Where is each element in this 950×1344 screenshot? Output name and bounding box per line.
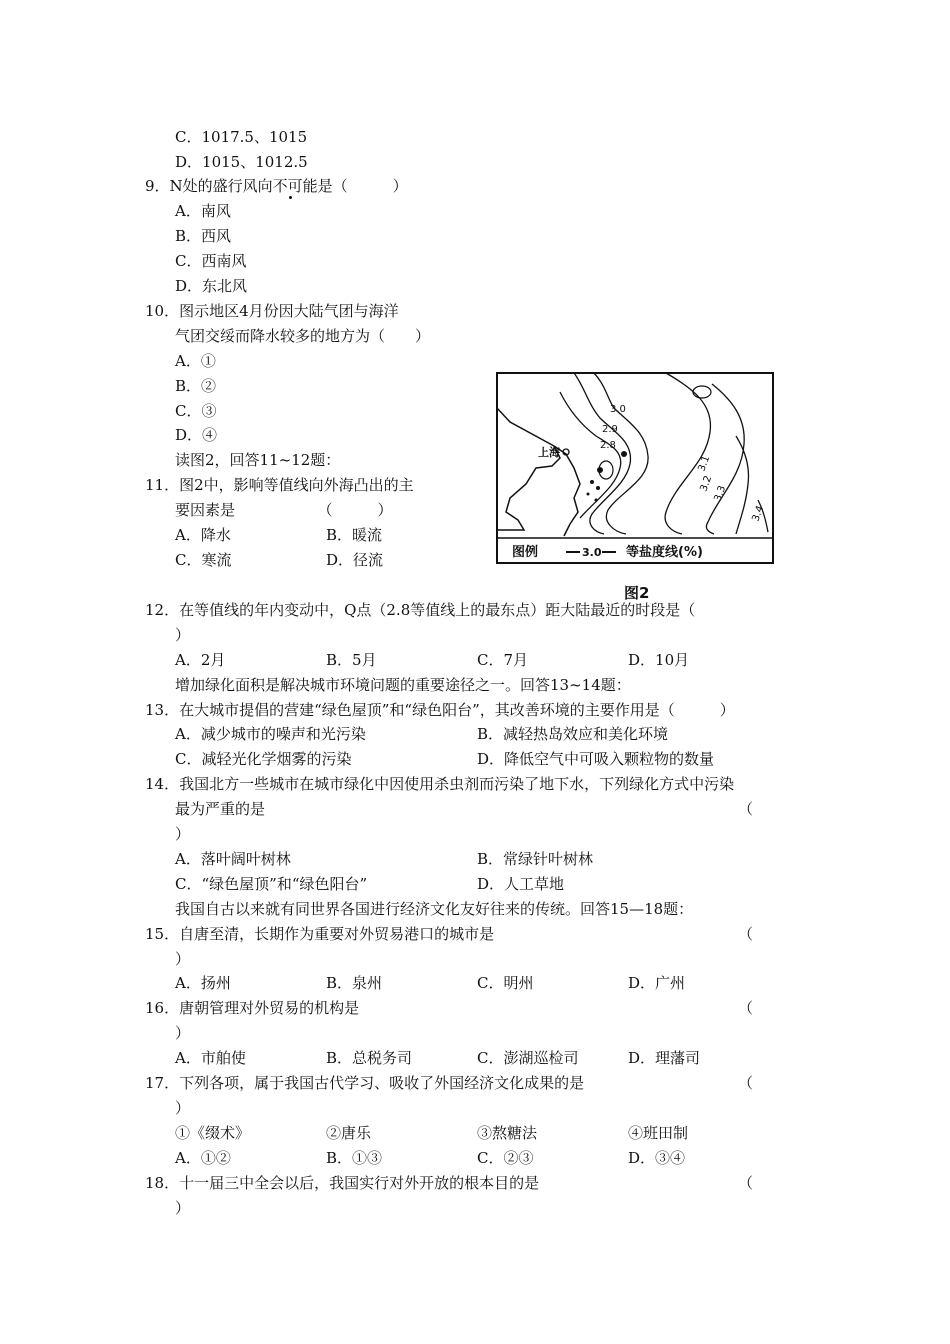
text-line: ） — [175, 626, 191, 644]
text-line: C．“绿色屋顶”和“绿色阳台” — [175, 875, 368, 893]
text-line: A．2月 — [175, 651, 226, 669]
contour-label: 2.9 — [602, 424, 618, 435]
text-line: （ — [738, 999, 754, 1017]
text-line: ④班田制 — [628, 1124, 689, 1142]
text-line: C．澎湖巡检司 — [477, 1049, 579, 1067]
text-line: B．5月 — [326, 651, 377, 669]
text-line: B．西风 — [175, 227, 232, 245]
island — [596, 486, 600, 490]
text-line: 9．N处的盛行风向不可能是（ ） — [145, 177, 408, 195]
text-line: B．泉州 — [326, 974, 383, 992]
text-line: C．7月 — [477, 651, 529, 669]
text-line: ） — [175, 825, 191, 843]
text-line: B．常绿针叶树林 — [477, 850, 594, 868]
island — [597, 467, 603, 473]
text-line: A．市舶使 — [175, 1049, 246, 1067]
text-line: D．降低空气中可吸入颗粒物的数量 — [477, 750, 715, 768]
text-line: ） — [175, 1024, 191, 1042]
salinity-map-figure — [496, 372, 774, 564]
contour-label: 3.1 — [696, 454, 713, 474]
text-line: C．②③ — [477, 1149, 534, 1167]
text-line: B．② — [175, 377, 217, 395]
text-line: C．寒流 — [175, 551, 232, 569]
text-line: C．西南风 — [175, 252, 247, 270]
contour-label: 3.3 — [712, 484, 729, 504]
text-line: D．东北风 — [175, 277, 248, 295]
text-line: D．广州 — [628, 974, 686, 992]
text-line: 最为严重的是 — [175, 800, 266, 818]
city-label: 上海 — [538, 446, 560, 459]
text-line: 增加绿化面积是解决城市环境问题的重要途径之一。回答13~14题： — [175, 676, 631, 694]
text-line: C．明州 — [477, 974, 534, 992]
text-line: A．减少城市的噪声和光污染 — [175, 725, 366, 743]
text-line: 12．在等值线的年内变动中，Q点（2.8等值线上的最东点）距大陆最近的时段是（ — [145, 601, 696, 619]
text-line: ） — [175, 1199, 191, 1217]
text-line: ） — [175, 950, 191, 968]
text-line: 我国自古以来就有同世界各国进行经济文化友好往来的传统。回答15—18题： — [175, 900, 694, 918]
text-line: ） — [175, 1099, 191, 1117]
text-line: A．①② — [175, 1149, 231, 1167]
text-line: （ — [738, 1074, 754, 1092]
text-line: C．③ — [175, 402, 217, 420]
text-line: 13．在大城市提倡的营建“绿色屋顶”和“绿色阳台”，其改善环境的主要作用是（ ） — [145, 701, 735, 719]
text-line: C．减轻光化学烟雾的污染 — [175, 750, 352, 768]
text-line: 16．唐朝管理对外贸易的机构是 — [145, 999, 360, 1017]
emphasis-dot — [289, 196, 292, 199]
text-line: A．扬州 — [175, 974, 231, 992]
text-line: 10．图示地区4月份因大陆气团与海洋 — [145, 302, 399, 320]
text-line: B．减轻热岛效应和美化环境 — [477, 725, 669, 743]
legend-sample: 3.0 — [582, 546, 602, 559]
text-line: D．④ — [175, 426, 218, 444]
text-line: 14．我国北方一些城市在城市绿化中因使用杀虫剂而污染了地下水，下列绿化方式中污染 — [145, 775, 735, 793]
legend-label: 等盐度线(%) — [626, 545, 703, 560]
text-line: D．1015、1012.5 — [175, 153, 308, 171]
text-line: ②唐乐 — [326, 1124, 372, 1142]
contour-label: 3.2 — [698, 474, 715, 494]
salinity-map — [496, 372, 774, 564]
legend-title: 图例 — [512, 545, 539, 560]
island — [587, 493, 590, 496]
figure-caption: 图2 — [624, 584, 650, 602]
q-point — [621, 451, 627, 457]
text-line: （ — [738, 925, 754, 943]
text-line: B．暖流 — [326, 526, 383, 544]
text-line: 18．十一届三中全会以后，我国实行对外开放的根本目的是 — [145, 1174, 540, 1192]
text-line: A．南风 — [175, 202, 231, 220]
text-line: ①《缀术》 — [175, 1124, 251, 1142]
text-line: D．径流 — [326, 551, 384, 569]
text-line: 15．自唐至清，长期作为重要对外贸易港口的城市是 — [145, 925, 495, 943]
contour-label: 3.4 — [750, 504, 767, 524]
text-line: A．落叶阔叶树林 — [175, 850, 291, 868]
contour-label: 3.0 — [610, 404, 626, 415]
text-line: A．降水 — [175, 526, 231, 544]
text-line: B．总税务司 — [326, 1049, 413, 1067]
text-line: D．人工草地 — [477, 875, 565, 893]
text-line: （ — [738, 1174, 754, 1192]
text-line: ③熬糖法 — [477, 1124, 538, 1142]
text-line: D．10月 — [628, 651, 690, 669]
text-line: B．①③ — [326, 1149, 383, 1167]
text-line: D．理藩司 — [628, 1049, 701, 1067]
text-line: D．③④ — [628, 1149, 686, 1167]
contour-label: 2.8 — [600, 440, 616, 451]
text-line: C．1017.5、1015 — [175, 128, 308, 146]
text-line: 17．下列各项，属于我国古代学习、吸收了外国经济文化成果的是 — [145, 1074, 585, 1092]
text-line: 11．图2中，影响等值线向外海凸出的主 — [145, 476, 414, 494]
text-line: A．① — [175, 352, 216, 370]
island — [590, 480, 594, 484]
text-line: 要因素是 （ ） — [175, 501, 393, 519]
text-line: 读图2，回答11~12题： — [175, 451, 341, 469]
text-line: （ — [738, 800, 754, 818]
text-line: 气团交绥而降水较多的地方为（ ） — [175, 327, 431, 345]
